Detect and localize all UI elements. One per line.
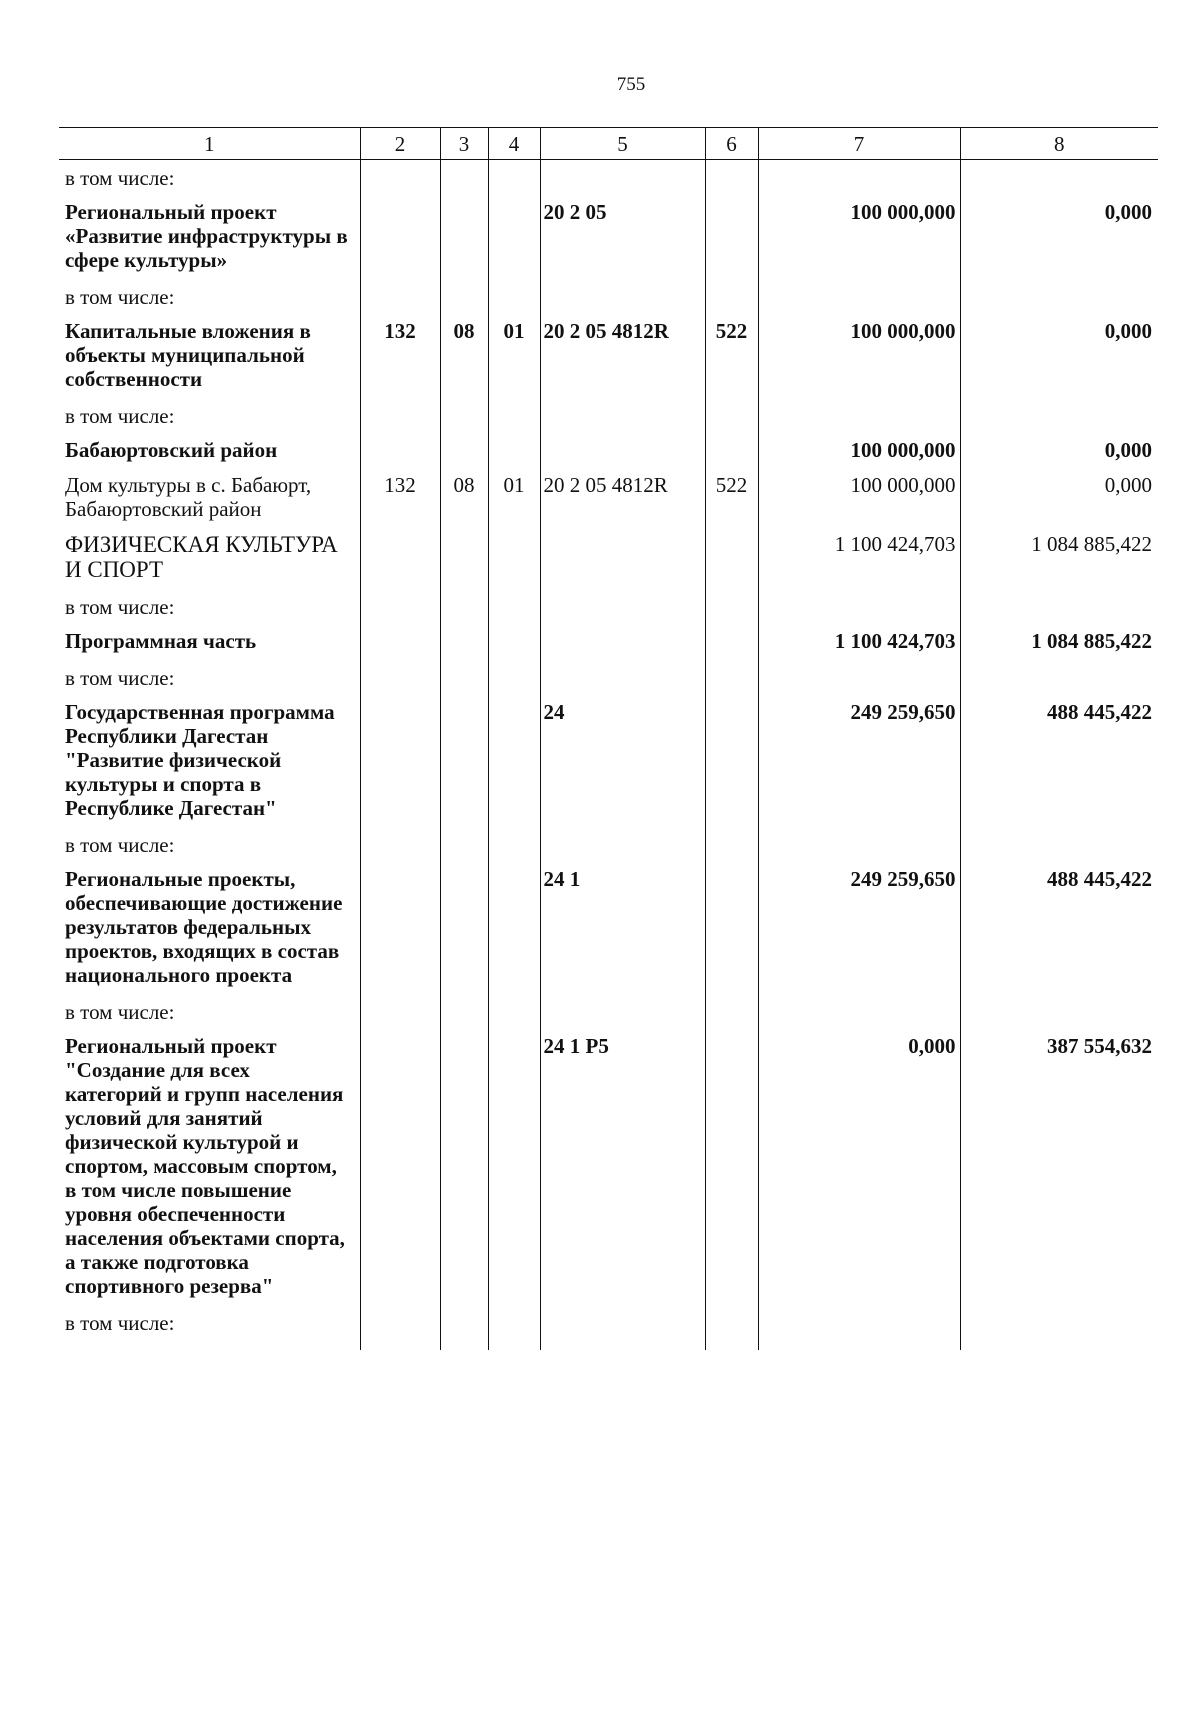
row-col-6 bbox=[705, 160, 758, 197]
row-col-6 bbox=[705, 696, 758, 827]
row-col-2 bbox=[360, 994, 440, 1030]
row-col-2 bbox=[360, 696, 440, 827]
row-col-4 bbox=[488, 589, 540, 625]
row-col-7 bbox=[758, 589, 960, 625]
row-col-4 bbox=[488, 696, 540, 827]
row-col-2 bbox=[360, 1030, 440, 1305]
row-col-3 bbox=[440, 1030, 488, 1305]
table-row bbox=[59, 469, 1158, 528]
row-col-7: 1 100 424,703 bbox=[758, 528, 960, 589]
row-col-5 bbox=[540, 827, 705, 863]
header-col-1: 1 bbox=[59, 128, 360, 160]
row-name: в том числе: bbox=[59, 279, 360, 315]
row-col-8 bbox=[960, 398, 1158, 434]
row-name: Региональный проект "Создание для всех категорий и групп населения условий для занятий физической культурой и спортом, массовым спортом, в том числе повышение уровня обеспеченности населения объектами спорта, а также подготовка спортивного резерва" bbox=[59, 1030, 360, 1305]
row-col-6 bbox=[705, 827, 758, 863]
header-col-2: 2 bbox=[360, 128, 440, 160]
row-col-6 bbox=[705, 994, 758, 1030]
row-col-4 bbox=[488, 434, 540, 469]
row-col-8: 0,000 bbox=[1104, 438, 1152, 462]
row-col-4: 01 bbox=[488, 315, 540, 398]
header-col-8: 8 bbox=[960, 128, 1158, 160]
row-col-5 bbox=[540, 160, 705, 197]
row-col-6 bbox=[705, 1030, 758, 1305]
row-col-6 bbox=[705, 528, 758, 589]
row-col-8 bbox=[960, 994, 1158, 1030]
row-col-8: 0,000 bbox=[1104, 319, 1152, 343]
row-col-8: 0,000 bbox=[1104, 473, 1152, 497]
row-col-7 bbox=[758, 660, 960, 696]
row-name: ФИЗИЧЕСКАЯ КУЛЬТУРА И СПОРТ bbox=[59, 528, 360, 589]
row-col-8 bbox=[960, 160, 1158, 197]
row-col-6: 522 bbox=[705, 315, 758, 398]
row-col-2 bbox=[360, 398, 440, 434]
row-col-7: 0,000 bbox=[758, 1030, 960, 1305]
row-col-3 bbox=[440, 827, 488, 863]
row-col-8 bbox=[960, 1305, 1158, 1350]
row-col-3 bbox=[440, 279, 488, 315]
row-col-8 bbox=[960, 589, 1158, 625]
row-name: Капитальные вложения в объекты муниципальной собственности bbox=[59, 315, 360, 398]
row-col-7: 1 100 424,703 bbox=[758, 625, 960, 660]
row-col-4 bbox=[488, 863, 540, 994]
row-col-2 bbox=[360, 660, 440, 696]
row-col-4 bbox=[488, 994, 540, 1030]
table-row bbox=[59, 315, 1158, 398]
row-col-4 bbox=[488, 1030, 540, 1305]
row-name: в том числе: bbox=[59, 398, 360, 434]
row-name: в том числе: bbox=[59, 160, 360, 197]
row-col-5 bbox=[540, 398, 705, 434]
row-name: Региональный проект «Развитие инфраструктуры в сфере культуры» bbox=[59, 196, 360, 279]
table-body bbox=[59, 160, 1158, 1351]
row-col-5 bbox=[540, 528, 705, 589]
row-col-8 bbox=[960, 660, 1158, 696]
row-col-2 bbox=[360, 827, 440, 863]
row-col-4 bbox=[488, 625, 540, 660]
row-col-7 bbox=[758, 827, 960, 863]
row-col-5 bbox=[540, 589, 705, 625]
row-col-4 bbox=[488, 160, 540, 197]
page-number: 755 bbox=[616, 74, 646, 95]
row-col-4 bbox=[488, 1305, 540, 1350]
row-col-3 bbox=[440, 696, 488, 827]
row-name: в том числе: bbox=[59, 994, 360, 1030]
row-col-2 bbox=[360, 196, 440, 279]
row-col-5 bbox=[540, 434, 705, 469]
table-row bbox=[59, 528, 1158, 589]
row-col-2 bbox=[360, 589, 440, 625]
row-col-6 bbox=[705, 1305, 758, 1350]
row-col-7: 100 000,000 bbox=[758, 469, 960, 528]
row-col-3 bbox=[440, 434, 488, 469]
row-col-8: 1 084 885,422 bbox=[1031, 532, 1152, 556]
row-col-3 bbox=[440, 196, 488, 279]
row-name: в том числе: bbox=[59, 660, 360, 696]
header-col-4: 4 bbox=[488, 128, 540, 160]
row-col-2 bbox=[360, 279, 440, 315]
row-col-6 bbox=[705, 660, 758, 696]
row-col-2 bbox=[360, 1305, 440, 1350]
row-col-6: 522 bbox=[705, 469, 758, 528]
row-col-3 bbox=[440, 398, 488, 434]
row-col-6 bbox=[705, 625, 758, 660]
row-col-6 bbox=[705, 196, 758, 279]
table-row bbox=[59, 994, 1158, 1030]
row-col-3 bbox=[440, 625, 488, 660]
row-name: Бабаюртовский район bbox=[59, 434, 360, 469]
table-row bbox=[59, 660, 1158, 696]
row-col-2 bbox=[360, 625, 440, 660]
row-col-8: 0,000 bbox=[1104, 200, 1152, 224]
row-col-6 bbox=[705, 589, 758, 625]
row-col-3 bbox=[440, 589, 488, 625]
row-col-5: 24 1 P5 bbox=[540, 1030, 705, 1305]
table-row bbox=[59, 434, 1158, 469]
row-col-5 bbox=[540, 660, 705, 696]
row-col-7: 100 000,000 bbox=[758, 434, 960, 469]
row-col-3: 08 bbox=[440, 469, 488, 528]
row-col-3 bbox=[440, 160, 488, 197]
table-row bbox=[59, 1030, 1158, 1305]
row-col-8 bbox=[960, 827, 1158, 863]
table-row bbox=[59, 398, 1158, 434]
row-col-5: 20 2 05 bbox=[540, 196, 705, 279]
header-col-3: 3 bbox=[440, 128, 488, 160]
row-col-3 bbox=[440, 1305, 488, 1350]
row-col-3 bbox=[440, 660, 488, 696]
row-col-2 bbox=[360, 434, 440, 469]
row-col-7 bbox=[758, 1305, 960, 1350]
row-col-5: 24 1 bbox=[540, 863, 705, 994]
row-col-2 bbox=[360, 863, 440, 994]
row-col-7 bbox=[758, 160, 960, 197]
row-col-2: 132 bbox=[360, 315, 440, 398]
row-col-3 bbox=[440, 863, 488, 994]
row-col-5: 20 2 05 4812R bbox=[540, 315, 705, 398]
row-name: в том числе: bbox=[59, 827, 360, 863]
row-col-5 bbox=[540, 1305, 705, 1350]
row-col-8: 1 084 885,422 bbox=[1031, 629, 1152, 653]
table-row bbox=[59, 863, 1158, 994]
row-name: Региональные проекты, обеспечивающие достижение результатов федеральных проектов, входящих в состав национального проекта bbox=[59, 863, 360, 994]
table-row bbox=[59, 1305, 1158, 1350]
header-col-7: 7 bbox=[758, 128, 960, 160]
row-col-7: 249 259,650 bbox=[758, 696, 960, 827]
row-col-4: 01 bbox=[488, 469, 540, 528]
row-col-5 bbox=[540, 994, 705, 1030]
table-row bbox=[59, 827, 1158, 863]
row-col-5 bbox=[540, 625, 705, 660]
row-col-4 bbox=[488, 279, 540, 315]
budget-table bbox=[59, 127, 1158, 1350]
row-col-5 bbox=[540, 279, 705, 315]
table-header-row bbox=[59, 128, 1158, 160]
row-col-8 bbox=[960, 279, 1158, 315]
row-name: в том числе: bbox=[59, 589, 360, 625]
row-name: Дом культуры в с. Бабаюрт, Бабаюртовский район bbox=[59, 469, 360, 528]
row-col-5: 24 bbox=[540, 696, 705, 827]
row-col-6 bbox=[705, 279, 758, 315]
row-col-6 bbox=[705, 398, 758, 434]
header-col-6: 6 bbox=[705, 128, 758, 160]
table-row bbox=[59, 279, 1158, 315]
row-col-7 bbox=[758, 398, 960, 434]
row-col-3 bbox=[440, 528, 488, 589]
table-row bbox=[59, 625, 1158, 660]
row-col-7 bbox=[758, 279, 960, 315]
row-col-8: 488 445,422 bbox=[1047, 700, 1152, 724]
row-name: в том числе: bbox=[59, 1305, 360, 1350]
table-row bbox=[59, 196, 1158, 279]
row-col-3: 08 bbox=[440, 315, 488, 398]
row-col-3 bbox=[440, 994, 488, 1030]
table-row bbox=[59, 696, 1158, 827]
row-col-5: 20 2 05 4812R bbox=[540, 469, 705, 528]
row-col-4 bbox=[488, 660, 540, 696]
row-col-6 bbox=[705, 434, 758, 469]
header-col-5: 5 bbox=[540, 128, 705, 160]
row-col-8: 387 554,632 bbox=[1047, 1034, 1152, 1058]
row-col-4 bbox=[488, 528, 540, 589]
row-col-8: 488 445,422 bbox=[1047, 867, 1152, 891]
row-col-2: 132 bbox=[360, 469, 440, 528]
row-col-4 bbox=[488, 398, 540, 434]
row-col-4 bbox=[488, 196, 540, 279]
row-name: Программная часть bbox=[59, 625, 360, 660]
row-col-6 bbox=[705, 863, 758, 994]
row-name: Государственная программа Республики Дагестан "Развитие физической культуры и спорта в Республике Дагестан" bbox=[59, 696, 360, 827]
row-col-2 bbox=[360, 528, 440, 589]
row-col-7 bbox=[758, 994, 960, 1030]
table-row bbox=[59, 160, 1158, 197]
row-col-7: 100 000,000 bbox=[758, 196, 960, 279]
row-col-2 bbox=[360, 160, 440, 197]
table-row bbox=[59, 589, 1158, 625]
row-col-4 bbox=[488, 827, 540, 863]
row-col-7: 249 259,650 bbox=[758, 863, 960, 994]
row-col-7: 100 000,000 bbox=[758, 315, 960, 398]
